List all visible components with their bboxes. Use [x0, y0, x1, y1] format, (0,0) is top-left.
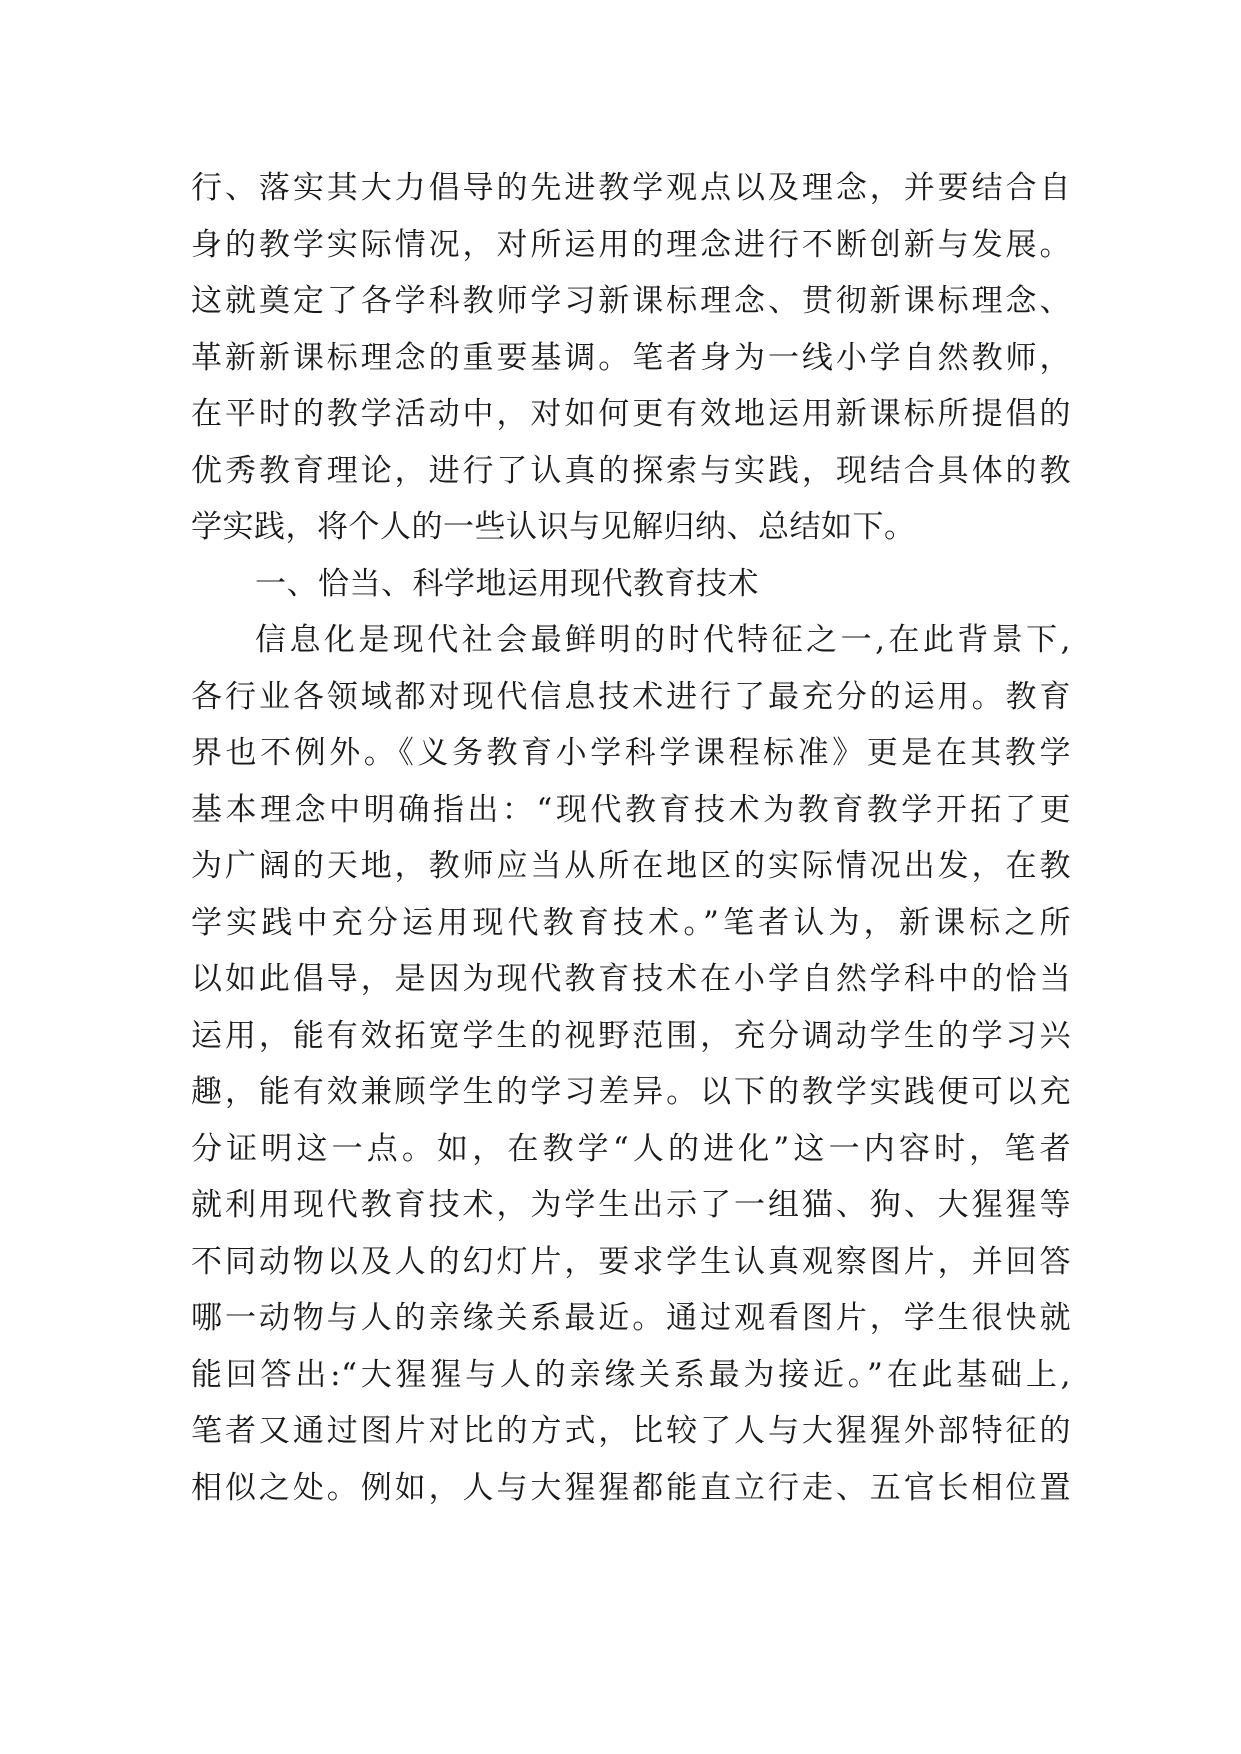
text-line: 相似之处。例如，人与大猩猩都能直立行走、五官长相位置: [191, 1469, 1071, 1506]
text-line: 分证明这一点。如，在教学“人的进化”这一内容时，笔者: [191, 1130, 1071, 1167]
text-line: 学实践，将个人的一些认识与见解归纳、总结如下。: [191, 509, 916, 545]
text-line: 各行业各领域都对现代信息技术进行了最充分的运用。教育: [191, 678, 1071, 715]
text-line: 为广阔的天地，教师应当从所在地区的实际情况出发，在教: [191, 848, 1071, 884]
section-heading: 一、恰当、科学地运用现代教育技术: [255, 565, 759, 602]
text-line: 能回答出:“大猩猩与人的亲缘关系最为接近。”在此基础上,: [191, 1356, 1071, 1393]
text-line: 行、落实其大力倡导的先进教学观点以及理念，并要结合自: [191, 170, 1071, 206]
text-line: 就利用现代教育技术，为学生出示了一组猫、狗、大猩猩等: [191, 1187, 1071, 1223]
text-line: 趣，能有效兼顾学生的学习差异。以下的教学实践便可以充: [191, 1074, 1071, 1110]
text-line: 学实践中充分运用现代教育技术。”笔者认为，新课标之所: [191, 904, 1071, 941]
text-line: 以如此倡导，是因为现代教育技术在小学自然学科中的恰当: [191, 961, 1071, 997]
text-line: 身的教学实际情况，对所运用的理念进行不断创新与发展。: [191, 226, 1071, 263]
text-line: 界也不例外。《义务教育小学科学课程标准》更是在其教学: [191, 735, 1071, 771]
text-line: 信息化是现代社会最鲜明的时代特征之一,在此背景下,: [255, 622, 1071, 658]
text-line: 不同动物以及人的幻灯片，要求学生认真观察图片，并回答: [191, 1243, 1071, 1280]
text-line: 哪一动物与人的亲缘关系最近。通过观看图片，学生很快就: [191, 1300, 1071, 1336]
text-line: 革新新课标理念的重要基调。笔者身为一线小学自然教师，: [191, 339, 1071, 376]
document-body: [191, 160, 1071, 1516]
text-line: 笔者又通过图片对比的方式，比较了人与大猩猩外部特征的: [191, 1413, 1071, 1449]
text-line: 这就奠定了各学科教师学习新课标理念、贯彻新课标理念、: [191, 283, 1071, 319]
text-line: 运用，能有效拓宽学生的视野范围，充分调动学生的学习兴: [191, 1017, 1071, 1054]
text-line: 基本理念中明确指出：“现代教育技术为教育教学开拓了更: [191, 791, 1071, 828]
text-line: 在平时的教学活动中，对如何更有效地运用新课标所提倡的: [191, 396, 1071, 432]
text-line: 优秀教育理论，进行了认真的探索与实践，现结合具体的教: [191, 452, 1071, 489]
